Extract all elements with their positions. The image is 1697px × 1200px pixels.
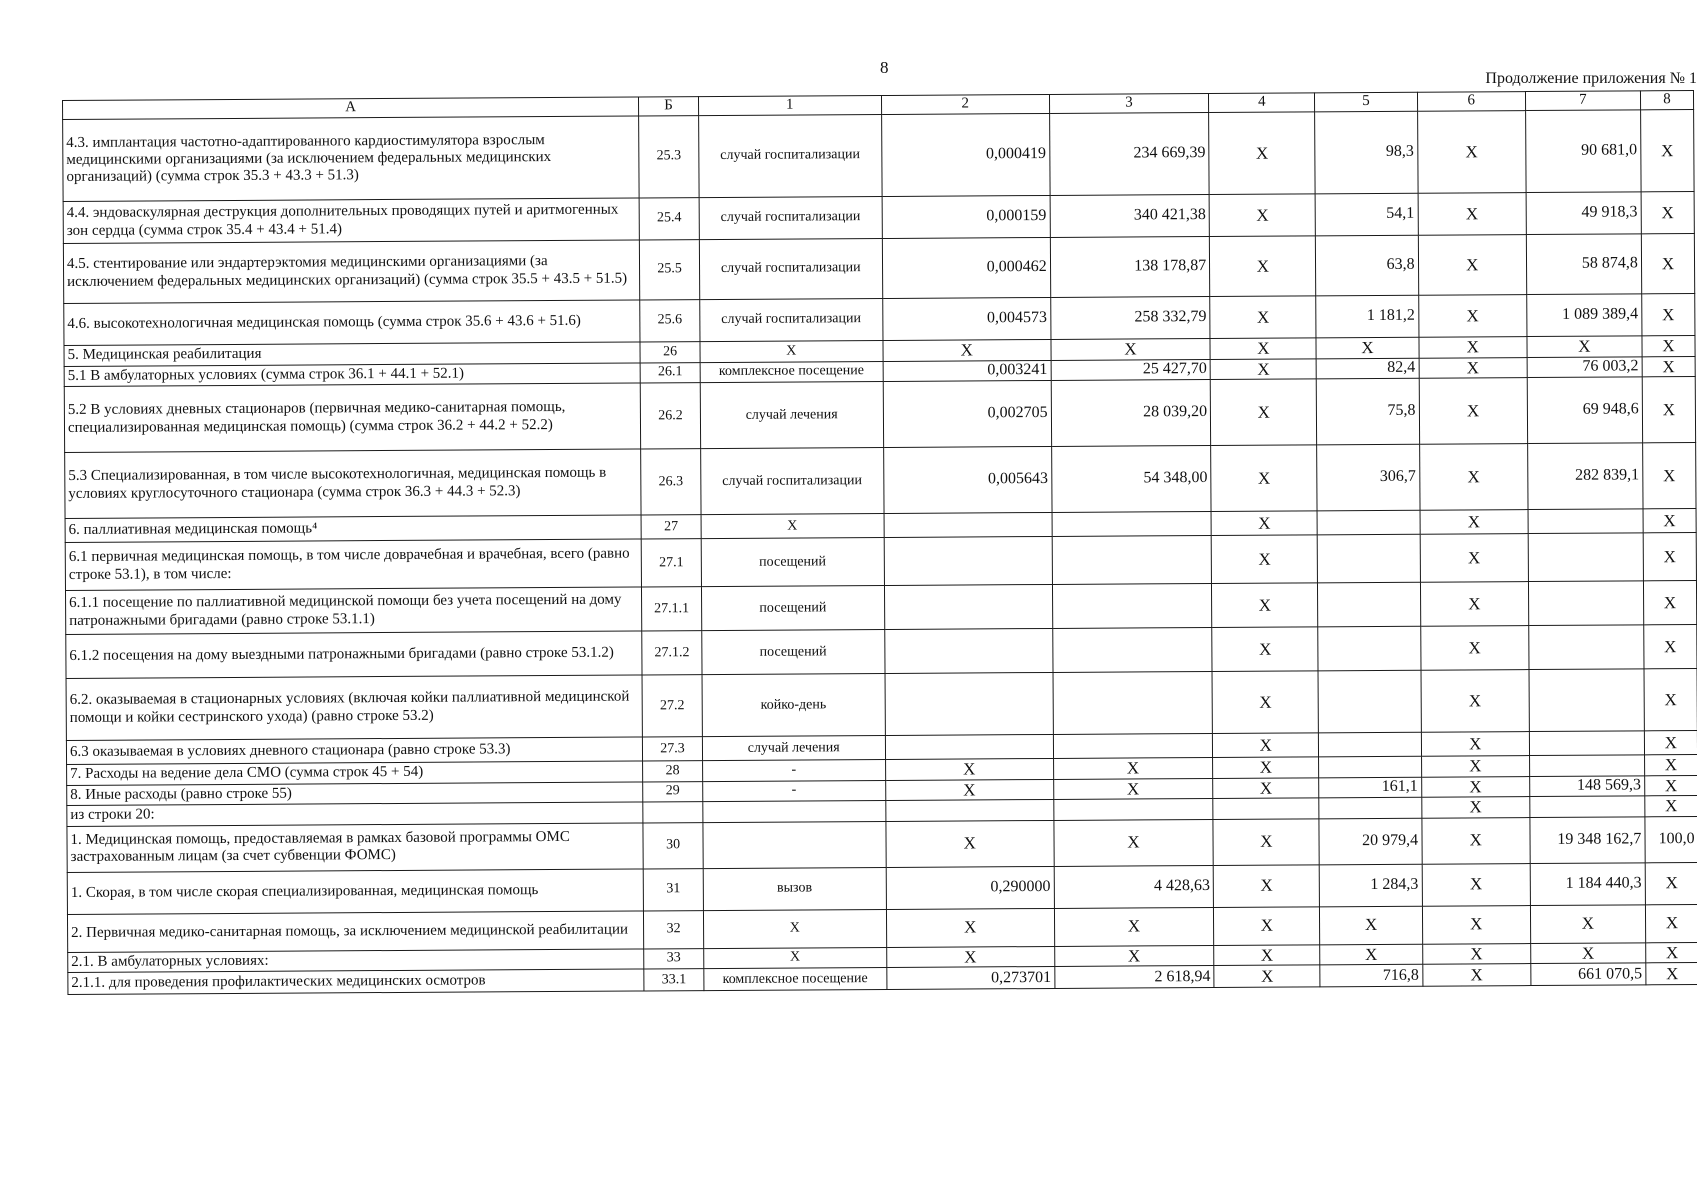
table-cell [885,800,1053,822]
table-cell [1528,509,1643,534]
table-cell [1530,796,1645,817]
table-cell: X [1213,757,1319,778]
table-cell: 0,290000 [886,866,1054,909]
column-header-4: 4 [1209,93,1315,113]
table-row [64,377,1695,453]
column-header-2: 2 [881,94,1049,114]
row-description-cell: 7. Расходы на ведение дела СМО (сумма строк 45 + 54) [67,761,643,785]
table-cell: 69 948,6 [1527,377,1642,444]
table-cell [884,585,1052,630]
table-cell: посещений [701,538,884,587]
table-cell: X [1641,294,1694,336]
table-cell: X [886,908,1054,947]
table-cell: X [1320,944,1422,965]
table-cell: X [1418,193,1527,236]
table-cell: X [1419,357,1528,378]
table-cell: 1 089 389,4 [1527,294,1642,337]
table-cell: X [1213,733,1319,758]
table-cell: случай госпитализации [699,238,882,299]
table-cell: 4 428,63 [1054,865,1214,908]
column-header-1: 1 [698,95,881,115]
table-cell: X [1054,945,1214,967]
row-description-cell: 1. Медицинская помощь, предоставляемая в рамках базовой программы ОМС застрахованным лицам (за счет субвенции ФОМС) [67,823,644,873]
table-cell: 54,1 [1316,193,1418,236]
table-cell: 30 [643,822,703,868]
table-cell: 26.3 [641,449,701,515]
column-header-3: 3 [1049,93,1209,113]
row-description-cell: 6.1.2 посещения на дому выездными патронажными бригадами (равно строке 53.1.2) [66,631,643,679]
table-cell [1052,512,1212,537]
table-cell: 1 184 440,3 [1530,863,1645,906]
table-cell: 98,3 [1315,111,1418,194]
table-cell [1052,536,1212,585]
table-cell: 27.3 [643,737,703,761]
table-cell [884,537,1052,586]
table-cell: X [1214,907,1321,946]
table-cell [1052,584,1212,629]
table-cell: 161,1 [1319,777,1421,798]
table-cell: X [1418,235,1527,296]
table-cell: X [1053,758,1213,780]
table-cell: X [703,947,886,969]
table-cell [1053,672,1213,735]
table-cell: X [1422,943,1531,964]
table-cell: 25.6 [640,300,700,342]
table-cell: 28 039,20 [1051,380,1211,447]
table-cell [1052,628,1212,673]
table-cell: X [1643,533,1697,581]
row-description-cell: 2.1.1. для проведения профилактических медицинских осмотров [68,969,644,995]
table-cell: X [1209,194,1316,237]
table-cell: 49 918,3 [1526,192,1641,235]
table-cell [643,802,703,823]
table-cell: случай госпитализации [698,114,881,197]
table-cell: X [1531,943,1646,964]
table-cell: X [701,514,884,539]
column-header-7: 7 [1525,91,1640,111]
table-cell: X [1422,905,1531,944]
table-cell: 0,004573 [882,297,1050,340]
row-description-cell: 1. Скорая, в том числе скорая специализированная, медицинская помощь [67,869,644,915]
table-cell: 29 [643,781,703,802]
table-cell: X [886,946,1054,968]
row-description-cell: 2.1. В амбулаторных условиях: [68,949,644,973]
table-cell: X [1643,581,1696,625]
table-cell: X [1422,863,1531,906]
appendix-continuation-label: Продолжение приложения № 1 [1485,70,1697,87]
table-cell: 31 [643,868,703,910]
table-cell: 27.1 [641,539,701,587]
table-cell: X [1419,444,1528,511]
table-cell: 26.1 [640,362,700,383]
table-cell: 0,000462 [882,237,1050,298]
table-row [63,234,1694,304]
table-cell: случай госпитализации [700,298,883,341]
row-description-cell: 2. Первичная медико-санитарная помощь, за исключением медицинской реабилитации [67,911,643,953]
row-description-cell: 5.1 В амбулаторных условиях (сумма строк 36.1 + 44.1 + 52.1) [64,363,640,387]
table-cell: 306,7 [1317,444,1419,511]
table-cell: случай лечения [700,382,883,449]
row-description-cell: 4.3. имплантация частотно-адаптированного кардиостимулятора взрослым медицинскими организациями (за исключением федеральных медицинских организаций) (сумма строк 35.3 + 43.3 + 51.3) [63,116,640,202]
table-cell [1528,581,1643,626]
table-cell: 258 332,79 [1050,296,1210,339]
table-cell: X [885,759,1053,781]
table-cell: X [886,820,1054,867]
table-cell: 25.4 [639,198,699,240]
table-cell: X [1642,356,1695,377]
table-cell [1529,625,1644,670]
row-description-cell: 6.1 первичная медицинская помощь, в том числе доврачебная и врачебная, всего (равно строке 53.1), в том числе: [65,539,642,591]
table-cell: 661 070,5 [1531,963,1646,986]
table-cell [1318,626,1420,671]
table-cell: случай госпитализации [700,448,883,515]
appendix-table [62,90,1697,995]
table-cell: 90 681,0 [1526,110,1641,193]
table-cell [1213,798,1319,819]
row-description-cell: 6. паллиативная медицинская помощь⁴ [65,515,641,543]
table-cell: X [1644,669,1697,731]
table-cell: койко-день [702,674,885,737]
table-cell: X [1211,511,1317,536]
table-cell [1319,756,1421,777]
table-cell: комплексное посещение [704,968,887,991]
table-row [65,443,1696,519]
table-cell: X [1420,626,1529,671]
table-cell: 234 669,39 [1049,112,1209,195]
row-description-cell: 5.2 В условиях дневных стационаров (первичная медико-санитарная помощь, специализированная медицинская помощь) (сумма строк 36.2 + 44.2 + 52.2) [64,383,641,453]
row-description-cell: 8. Иные расходы (равно строке 55) [67,782,643,806]
row-description-cell: 4.6. высокотехнологичная медицинская помощь (сумма строк 35.6 + 43.6 + 51.6) [64,300,641,346]
table-cell: посещений [702,630,885,675]
table-cell [885,735,1053,760]
table-cell: X [1213,865,1320,908]
table-cell: 20 979,4 [1319,818,1421,865]
table-cell: X [1212,671,1319,734]
table-cell: X [1421,732,1530,757]
table-cell: 282 839,1 [1528,443,1643,510]
table-cell: X [1645,904,1697,942]
table-cell [1318,582,1420,627]
table-cell: 25.3 [639,116,699,198]
row-description-cell: из строки 20: [67,802,643,826]
table-cell: X [1054,907,1214,946]
table-cell: X [1644,775,1697,796]
table-cell: вызов [703,867,886,910]
table-cell: X [1418,337,1527,358]
table-cell [1528,533,1643,582]
table-cell: X [1642,377,1696,443]
table-cell: 58 874,8 [1526,234,1641,295]
table-cell: 27 [641,515,701,539]
table-cell: 33 [644,948,704,969]
table-cell [1319,732,1421,757]
column-header-b: Б [639,97,699,116]
table-cell: X [1644,755,1697,776]
table-cell: 76 003,2 [1527,356,1642,377]
table-cell [1318,670,1420,733]
table-cell [1529,669,1644,732]
table-cell: 148 569,3 [1530,775,1645,796]
table-cell: - [702,760,885,782]
table-cell: X [1214,965,1320,988]
page-number: 8 [880,58,889,77]
table-cell: 0,000419 [881,113,1049,196]
table-cell: X [1641,234,1695,294]
table-cell [1319,797,1421,818]
table-cell [885,673,1053,736]
table-cell: 716,8 [1320,964,1422,987]
table-row [66,669,1697,741]
row-description-cell: 6.1.1 посещение по паллиативной медицинской помощи без учета посещений на дому патронажными бригадами (равно строке 53.1.1) [65,587,642,635]
table-cell: X [885,779,1053,801]
table-cell: X [1320,906,1422,945]
table-cell: X [1054,819,1214,866]
table-cell: X [1209,112,1316,195]
table-cell: X [700,340,883,362]
table-cell: X [1209,236,1316,297]
table-cell: случай госпитализации [699,196,882,239]
table-cell: X [1422,964,1531,987]
table-cell: X [1213,819,1320,866]
table-cell: X [1417,111,1526,194]
table-cell: 25.5 [640,240,700,300]
table-cell: 26.2 [641,383,701,449]
table-cell [1529,731,1644,756]
table-cell: X [1420,534,1529,583]
table-cell: X [1210,379,1317,446]
column-header-5: 5 [1315,92,1417,112]
table-row [63,110,1694,202]
table-cell: X [1212,583,1319,628]
table-cell: X [1527,336,1642,357]
row-description-cell: 5. Медицинская реабилитация [64,342,640,366]
table-cell: X [1644,731,1697,755]
column-header-a: А [63,97,639,120]
table-cell [1318,534,1420,583]
table-cell: X [1210,338,1316,359]
table-cell: X [703,909,886,948]
table-cell: X [1210,296,1317,339]
row-description-cell: 6.2. оказываемая в стационарных условиях (включая койки паллиативной медицинской помощи и койки сестринского ухода) (равно строке 53.2) [66,675,643,741]
table-cell: X [883,339,1051,361]
table-cell: X [1645,942,1697,963]
table-cell [1317,510,1419,535]
table-cell: 25 427,70 [1051,359,1211,381]
table-cell: X [1421,797,1530,818]
table-cell: 1 181,2 [1316,295,1418,338]
row-description-cell: 4.5. стентирование или эндартерэктомия медицинскими организациями (за исключением федеральных медицинских организаций) (сумма строк 35.5 + 43.5 + 51.5) [63,240,640,304]
table-cell: X [1211,535,1318,584]
table-body [63,110,1697,995]
table-cell: 27.1.2 [642,631,702,675]
row-description-cell: 5.3 Специализированная, в том числе высокотехнологичная, медицинская помощь в условиях круглосуточного стационара (сумма строк 36.3 + 44.3 + 52.3) [65,449,642,519]
row-description-cell: 4.4. эндоваскулярная деструкция дополнительных проводящих путей и аритмогенных зон сердца (сумма строк 35.4 + 43.4 + 51.4) [63,198,640,244]
table-cell: X [1642,443,1696,509]
table-cell: 0,000159 [882,195,1050,238]
table-cell: X [1210,358,1316,379]
table-cell: комплексное посещение [700,361,883,383]
table-cell: 340 421,38 [1050,194,1210,237]
table-cell: X [1212,627,1319,672]
table-cell: 138 178,87 [1050,236,1210,297]
table-cell: X [1644,625,1697,669]
table-cell: 63,8 [1316,235,1418,296]
table-cell: 0,003241 [883,360,1051,382]
table-cell [703,821,886,868]
table-cell: X [1640,110,1694,192]
table-cell [884,629,1052,674]
table-cell: 82,4 [1317,358,1419,379]
table-cell: 32 [644,910,704,948]
table-cell: X [1420,510,1529,535]
table-cell: посещений [701,586,884,631]
table-cell: X [1645,796,1697,817]
table-cell [703,801,886,823]
table-cell: X [1642,336,1695,357]
table-cell: X [1419,378,1528,445]
table-cell: 33.1 [644,969,704,991]
table-cell: X [1421,670,1530,733]
table-cell: X [1646,963,1697,985]
table-cell [1053,734,1213,759]
table-cell: 2 618,94 [1054,966,1214,989]
table-cell: - [702,780,885,802]
column-header-6: 6 [1417,92,1526,112]
table-cell: X [1211,445,1318,512]
table-cell: 75,8 [1317,378,1419,445]
table-cell: 100,0 [1645,816,1697,862]
table-cell: 1 284,3 [1320,864,1422,907]
table-cell: 19 348 162,7 [1530,817,1645,864]
table-cell: 0,273701 [886,967,1054,990]
table-cell: 54 348,00 [1051,446,1211,513]
table-cell [884,513,1052,538]
table-cell: X [1421,817,1530,864]
table-cell: 27.1.1 [642,587,702,631]
table-cell: X [1316,337,1418,358]
table-cell [1053,799,1213,821]
table-cell: X [1214,945,1320,966]
row-description-cell: 6.3 оказываемая в условиях дневного стационара (равно строке 53.3) [66,737,642,765]
table-cell: случай лечения [702,736,885,761]
table-cell: X [1213,777,1319,798]
table-cell: 28 [643,761,703,782]
table-cell: 26 [640,342,700,363]
table-cell: X [1645,862,1697,904]
table-cell: X [1530,905,1645,944]
table-cell: 0,005643 [883,447,1051,514]
table-cell: X [1641,192,1694,234]
table-cell: X [1421,776,1530,797]
table-cell: X [1421,756,1530,777]
table-cell: 0,002705 [883,381,1051,448]
table-cell: X [1051,338,1211,360]
table-cell [1529,755,1644,776]
table-cell: X [1420,582,1529,627]
column-header-8: 8 [1640,91,1693,110]
table-cell: 27.2 [642,675,702,737]
table-cell: X [1418,295,1527,338]
table-cell: X [1643,509,1696,533]
table-cell: X [1053,778,1213,800]
